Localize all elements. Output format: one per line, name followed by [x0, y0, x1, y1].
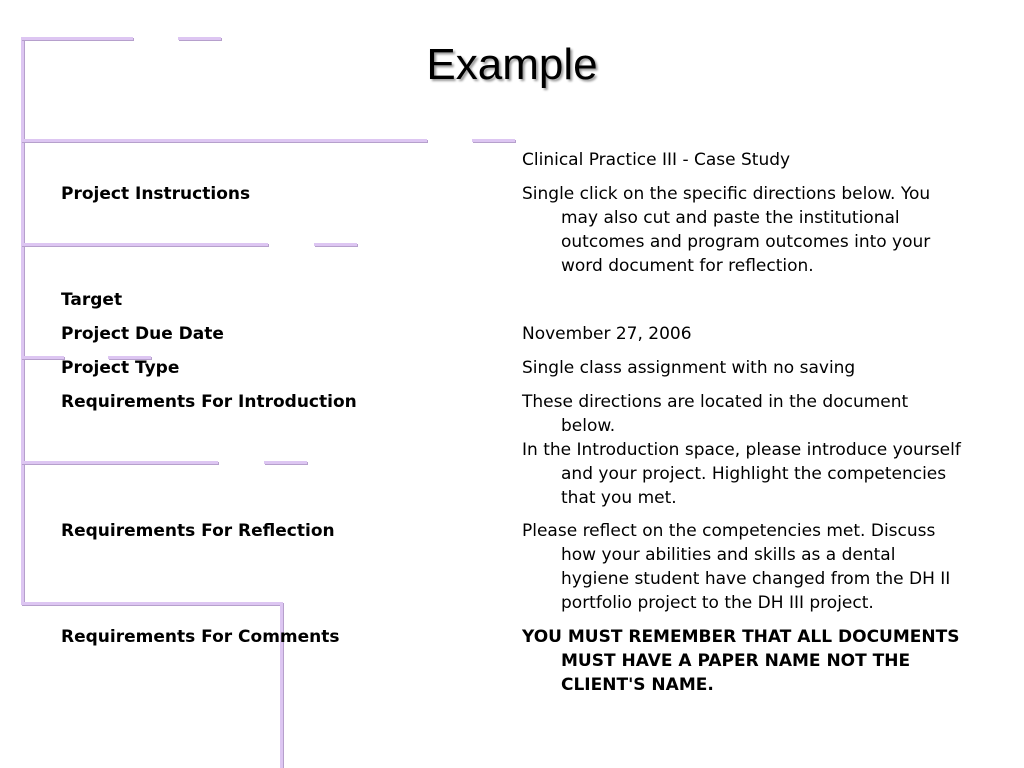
row-label: Project Type — [61, 358, 180, 378]
value-paragraph: YOU MUST REMEMBER THAT ALL DOCUMENTS MUST HAVE A PAPER NAME NOT THE CLIENT'S NAME. — [522, 627, 960, 695]
decorative-frame-line — [21, 602, 283, 605]
row-label: Target — [61, 290, 123, 310]
decorative-frame-line — [264, 461, 307, 464]
row-label: Project Instructions — [61, 184, 251, 204]
value-paragraph: These directions are located in the document below. — [522, 392, 909, 436]
decorative-frame-line — [21, 461, 218, 464]
decorative-frame-line — [21, 37, 24, 605]
row-value — [522, 356, 967, 380]
row-value — [522, 519, 967, 615]
value-paragraph: Clinical Practice III - Case Study — [522, 150, 791, 170]
row-value — [522, 148, 967, 172]
value-paragraph: Single click on the specific directions below. You may also cut and paste the institutional outcomes and program outcomes into your word document for reflection. — [522, 184, 931, 276]
value-paragraph: In the Introduction space, please introduce yourself and your project. Highlight the competencies that you met. — [522, 440, 961, 508]
decorative-frame-line — [314, 243, 357, 246]
decorative-frame-line — [472, 139, 515, 142]
decorative-frame-line — [21, 356, 64, 359]
row-label: Requirements For Introduction — [61, 392, 357, 412]
row-value — [522, 322, 967, 346]
row-label: Requirements For Reflection — [61, 521, 335, 541]
decorative-frame-line — [21, 243, 268, 246]
slide-title: Example — [426, 40, 598, 89]
row-label: Project Due Date — [61, 324, 224, 344]
value-paragraph: Single class assignment with no saving — [522, 358, 856, 378]
row-label: Requirements For Comments — [61, 627, 340, 647]
row-value — [522, 625, 967, 697]
row-value — [522, 182, 967, 278]
row-value — [522, 390, 967, 510]
decorative-frame-line — [21, 139, 427, 142]
value-paragraph: Please reflect on the competencies met. Discuss how your abilities and skills as a dental hygiene student have changed from the DH II portfolio project to the DH III project. — [522, 521, 951, 613]
value-paragraph: November 27, 2006 — [522, 324, 692, 344]
